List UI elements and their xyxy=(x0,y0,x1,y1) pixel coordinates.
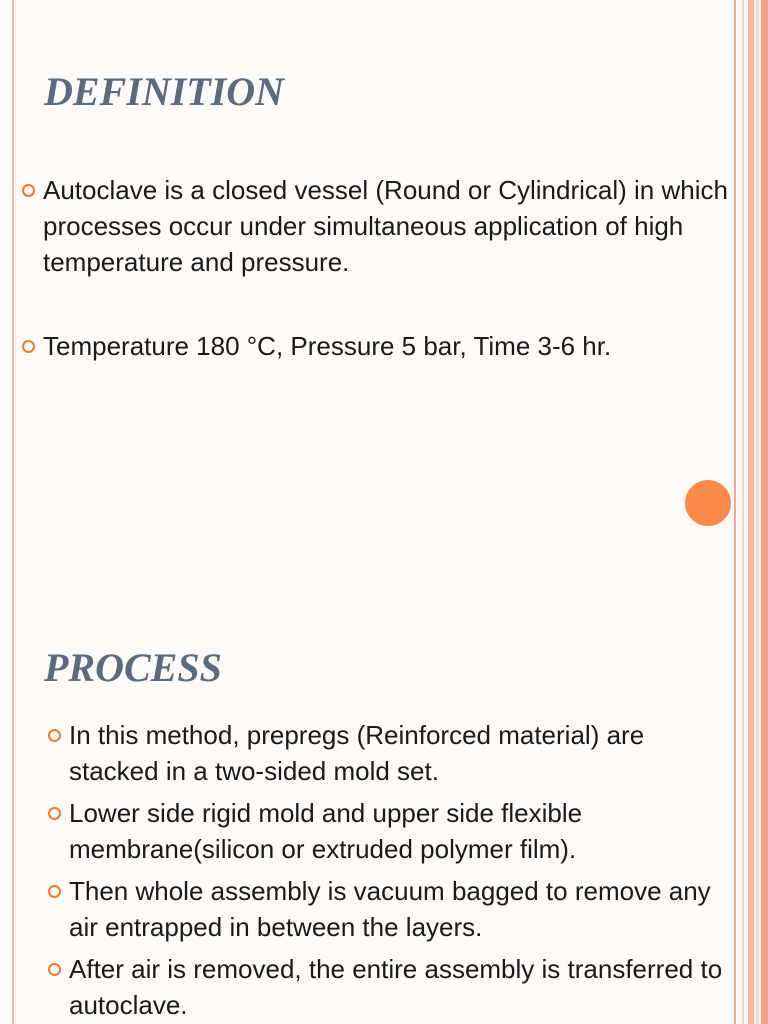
definition-bullet-list xyxy=(43,172,733,364)
list-item xyxy=(69,717,729,789)
left-decorative-rule xyxy=(12,0,14,1024)
definition-heading: DEFINITION xyxy=(44,69,285,114)
bullet-icon xyxy=(48,963,61,976)
stripe xyxy=(756,0,759,1024)
right-decorative-stripes xyxy=(734,0,768,1024)
list-item xyxy=(69,795,729,867)
stripe xyxy=(742,0,744,1024)
bullet-text: Temperature 180 °C, Pressure 5 bar, Time 3-6 hr. xyxy=(43,331,612,361)
process-heading: PROCESS xyxy=(44,645,222,690)
bullet-icon xyxy=(22,184,35,197)
stripe xyxy=(761,0,768,1024)
list-item xyxy=(43,172,733,280)
bullet-icon xyxy=(22,340,35,353)
bullet-text: After air is removed, the entire assembly is transferred to autoclave. xyxy=(69,954,723,1020)
process-bullet-list xyxy=(69,717,729,1024)
stripe xyxy=(734,0,736,1024)
bullet-icon xyxy=(48,885,61,898)
bullet-text: Autoclave is a closed vessel (Round or Cylindrical) in which processes occur under simultaneous application of high temperature and pressure. xyxy=(43,175,728,277)
bullet-text: In this method, prepregs (Reinforced material) are stacked in a two-sided mold set. xyxy=(69,720,645,786)
bullet-text: Lower side rigid mold and upper side flexible membrane(silicon or extruded polymer film). xyxy=(69,798,583,864)
stripe xyxy=(748,0,754,1024)
list-item xyxy=(69,873,729,945)
bullet-icon xyxy=(48,807,61,820)
list-item xyxy=(43,328,733,364)
list-item xyxy=(69,951,729,1023)
orange-dot-decoration xyxy=(685,480,731,526)
bullet-text: Then whole assembly is vacuum bagged to remove any air entrapped in between the layers. xyxy=(69,876,711,942)
bullet-icon xyxy=(48,729,61,742)
